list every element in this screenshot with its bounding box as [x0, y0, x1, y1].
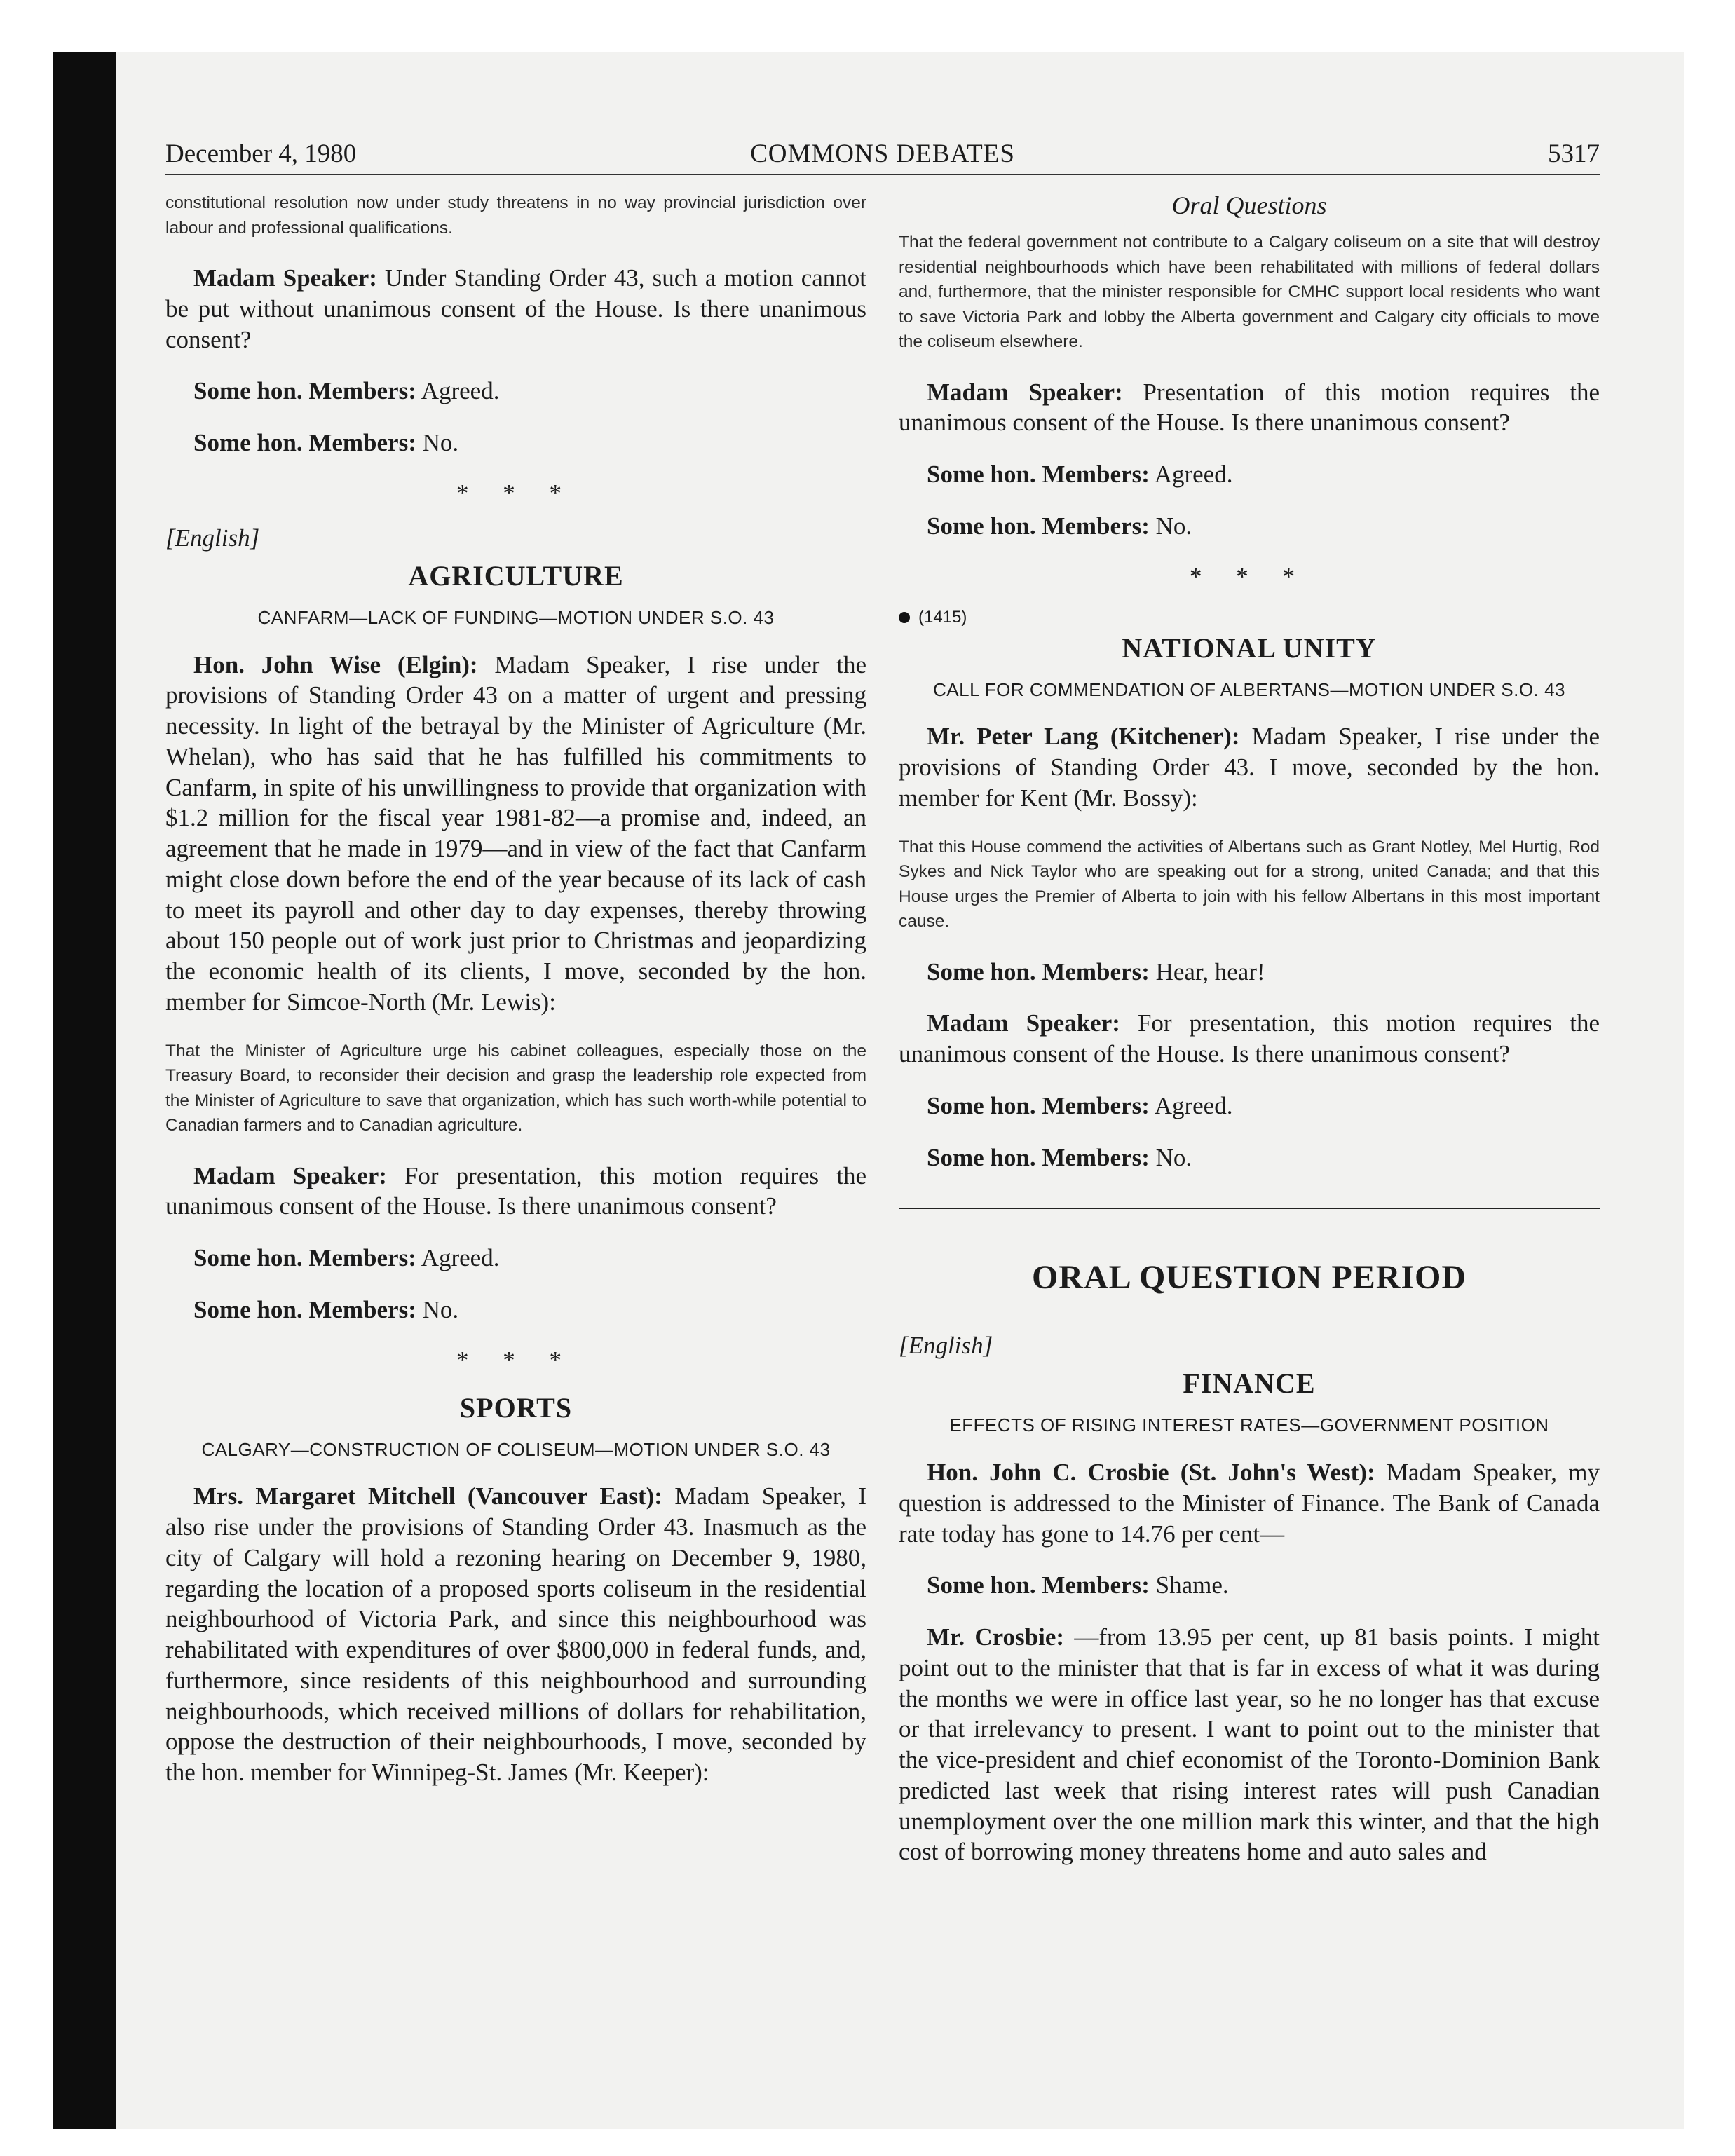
timestamp-marker	[899, 608, 1600, 627]
speech-text: For presentation, this motion requires the unanimous consent of the House. Is there unanimous consent?	[899, 1009, 1600, 1068]
left-column	[165, 191, 866, 1809]
speech-paragraph	[165, 376, 866, 407]
speaker-name: Some hon. Members:	[927, 1143, 1150, 1171]
speech-paragraph	[165, 428, 866, 458]
speaker-name: Madam Speaker:	[193, 1161, 387, 1189]
running-head: Oral Questions	[1171, 191, 1327, 219]
speech-text: Madam Speaker, I also rise under the provisions of Standing Order 43. Inasmuch as the city of Calgary will hold a rezoning hearing on December 9, 1980, regarding the location of a proposed sports coliseum in the residential neighbourhood of Victoria Park, and since this neighbourhood was rehabilitated with expenditures of over $800,000 in federal funds, and, furthermore, since residents of this neighbourhood and surrounding neighbourhoods, which received millions of dollars for rehabilitation, oppose the destruction of their neighbourhoods, I move, seconded by the hon. member for Winnipeg-St. James (Mr. Keeper):	[165, 1482, 866, 1787]
speaker-name: Some hon. Members:	[927, 512, 1150, 540]
speech-text: —from 13.95 per cent, up 81 basis points. I might point out to the minister that that is far in excess of what it was during the months we were in office last year, so he no longer has that excuse or that irrelevancy to present. I want to point out to the minister that the vice-president and chief economist of the Toronto-Dominion Bank predicted last week that rising interest rates will push Canadian unemployment over the one million mark this winter, and that the high cost of borrowing money threatens home and auto sales and	[899, 1623, 1600, 1866]
intro-quote: constitutional resolution now under study threatens in no way provincial jurisdiction over labour and professional qualifications.	[165, 193, 866, 238]
speech-text: Hear, hear!	[1149, 957, 1265, 985]
section-divider	[899, 1208, 1600, 1209]
speaker-name: Mr. Peter Lang (Kitchener):	[927, 723, 1240, 751]
section-subheading: CANFARM—LACK OF FUNDING—MOTION UNDER S.O. 43	[257, 606, 775, 628]
header-date: December 4, 1980	[165, 139, 357, 168]
right-column	[899, 191, 1600, 1888]
speaker-name: Some hon. Members:	[927, 1091, 1150, 1119]
speaker-name: Mr. Crosbie:	[927, 1623, 1065, 1651]
speech-paragraph	[899, 957, 1600, 988]
speaker-name: Some hon. Members:	[193, 377, 416, 405]
header-page-number: 5317	[1548, 139, 1600, 168]
speaker-name: Hon. John Wise (Elgin):	[193, 650, 478, 678]
section-heading: AGRICULTURE	[408, 559, 624, 592]
speech-paragraph	[165, 1481, 866, 1788]
speaker-name: Madam Speaker:	[927, 378, 1123, 406]
speech-paragraph	[165, 1295, 866, 1325]
speech-text: Agreed.	[416, 377, 500, 405]
speech-paragraph	[899, 1622, 1600, 1867]
speech-paragraph	[899, 1457, 1600, 1549]
section-separator: * * *	[456, 1346, 576, 1374]
motion-quote: That the Minister of Agriculture urge his cabinet colleagues, especially those on the Treasury Board, to reconsider their decision and grasp the leadership role expected from the Minister of Agriculture to save that organization, which has such worth-while potential to Canadian farmers and to Canadian agriculture.	[165, 1041, 866, 1135]
speech-text: No.	[416, 1295, 459, 1323]
section-heading: SPORTS	[459, 1391, 573, 1424]
speech-text: Agreed.	[416, 1244, 500, 1272]
speech-text: Under Standing Order 43, such a motion cannot be put without unanimous consent of the House. Is there unanimous consent?	[165, 264, 866, 353]
speech-text: Madam Speaker, I rise under the provisions of Standing Order 43 on a matter of urgent and pressing necessity. In light of the betrayal by the Minister of Agriculture (Mr. Whelan), who has said that he has fulfilled his commitments to Canfarm, in spite of his unwillingness to provide that organization with $1.2 million for the fiscal year 1981-82—a promise and, indeed, an agreement that he made in 1979—and in view of the fact that Canfarm might close down before the end of the year because of its lack of cash to meet its payroll and other day to day expenses, thereby throwing about 150 people out of work just prior to Christmas and jeopardizing the economic health of its clients, I move, seconded by the hon. member for Simcoe-North (Mr. Lewis):	[165, 650, 866, 1016]
speech-paragraph	[899, 721, 1600, 813]
speech-paragraph	[899, 511, 1600, 542]
speech-paragraph	[899, 459, 1600, 490]
scan-binding-edge	[53, 52, 116, 2129]
speech-text: Madam Speaker, my question is addressed to the Minister of Finance. The Bank of Canada rate today has gone to 14.76 per cent—	[899, 1459, 1600, 1548]
speech-paragraph	[899, 1008, 1600, 1070]
speech-text: Agreed.	[1149, 460, 1233, 489]
motion-quote: That the federal government not contribute to a Calgary coliseum on a site that will destroy residential neighbourhoods which have been rehabilitated with millions of federal dollars and, furthermore, that the minister responsible for CMHC support local residents who want to save Victoria Park and lobby the Alberta government and Calgary city officials to move the coliseum elsewhere.	[899, 233, 1600, 352]
speech-text: No.	[1149, 1143, 1192, 1171]
language-marker: [English]	[899, 1332, 993, 1360]
speech-text: No.	[416, 429, 459, 457]
speech-paragraph	[165, 263, 866, 355]
speech-text: Agreed.	[1149, 1091, 1233, 1119]
page-header	[165, 137, 1600, 175]
speech-paragraph	[165, 1161, 866, 1222]
speaker-name: Madam Speaker:	[193, 264, 377, 292]
section-subheading: CALL FOR COMMENDATION OF ALBERTANS—MOTION UNDER S.O. 43	[933, 678, 1565, 700]
speech-paragraph	[899, 1142, 1600, 1173]
speech-paragraph	[899, 377, 1600, 439]
speaker-name: Some hon. Members:	[193, 1244, 416, 1272]
speaker-name: Mrs. Margaret Mitchell (Vancouver East):	[193, 1482, 662, 1510]
section-separator: * * *	[456, 479, 576, 507]
speech-text: Shame.	[1149, 1571, 1229, 1599]
header-publication-title: COMMONS DEBATES	[750, 139, 1015, 168]
section-heading: NATIONAL UNITY	[1122, 632, 1377, 664]
speaker-name: Some hon. Members:	[927, 1571, 1150, 1599]
speech-paragraph	[165, 1243, 866, 1274]
language-marker: [English]	[165, 524, 260, 552]
speech-paragraph	[165, 650, 866, 1018]
speaker-name: Madam Speaker:	[927, 1009, 1120, 1037]
speaker-name: Some hon. Members:	[193, 1295, 416, 1323]
timestamp-text: (1415)	[918, 607, 967, 627]
speech-paragraph	[899, 1570, 1600, 1601]
speech-text: Presentation of this motion requires the unanimous consent of the House. Is there unanimous consent?	[899, 378, 1600, 437]
speech-text: No.	[1149, 512, 1192, 540]
speaker-name: Some hon. Members:	[193, 429, 416, 457]
section-subheading: EFFECTS OF RISING INTEREST RATES—GOVERNMENT POSITION	[949, 1414, 1549, 1436]
section-separator: * * *	[1190, 562, 1309, 590]
section-heading: FINANCE	[1183, 1367, 1316, 1400]
motion-quote: That this House commend the activities of Albertans such as Grant Notley, Mel Hurtig, Rod Sykes and Nick Taylor who are speaking out for a strong, united Canada; and that this House urges the Premier of Alberta to join with his fellow Albertans in this most important cause.	[899, 837, 1600, 932]
section-subheading: CALGARY—CONSTRUCTION OF COLISEUM—MOTION UNDER S.O. 43	[201, 1438, 831, 1460]
major-heading: ORAL QUESTION PERIOD	[1031, 1259, 1467, 1297]
speech-text: Madam Speaker, I rise under the provisions of Standing Order 43. I move, seconded by the hon. member for Kent (Mr. Bossy):	[899, 723, 1600, 812]
bullet-icon	[899, 612, 910, 623]
speaker-name: Some hon. Members:	[927, 957, 1150, 985]
speech-text: For presentation, this motion requires the unanimous consent of the House. Is there unanimous consent?	[165, 1161, 866, 1220]
speaker-name: Hon. John C. Crosbie (St. John's West):	[927, 1459, 1375, 1487]
speech-paragraph	[899, 1091, 1600, 1121]
speaker-name: Some hon. Members:	[927, 460, 1150, 489]
